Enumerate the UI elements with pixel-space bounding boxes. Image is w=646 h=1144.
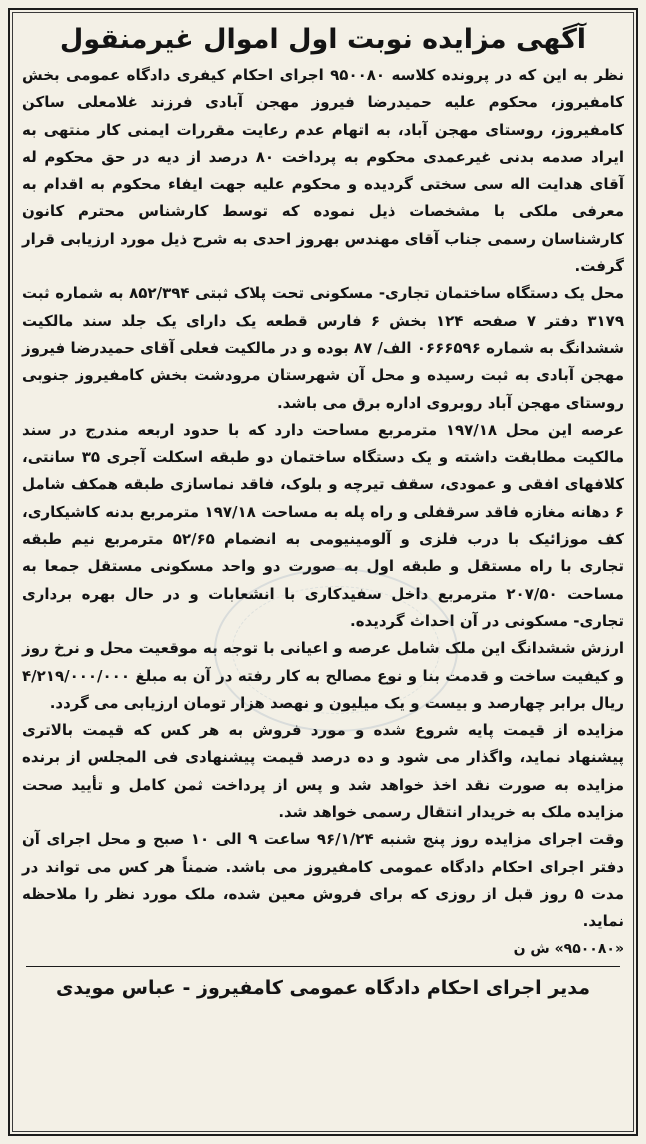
signature-line: مدیر اجرای احکام دادگاه عمومی کامفیروز - عباس مویدی bbox=[55, 976, 591, 999]
footer-divider bbox=[26, 966, 620, 967]
paragraph-valuation: ارزش ششدانگ این ملک شامل عرصه و اعیانی با توجه به موقعیت محل و نرخ روز و کیفیت ساخت و قدمت بنا و نوع مصالح به کار رفته در آن به مبلغ ۴/۲۱۹/۰۰۰/۰۰۰ ریال برابر چهارصد و بیست و یک میلیون و نهصد هزار تومان ارزیابی می گردد. bbox=[22, 639, 624, 712]
paragraph-property-location: محل یک دستگاه ساختمان تجاری- مسکونی تحت پلاک ثبتی ۸۵۲/۳۹۴ به شماره ثبت ۳۱۷۹ دفتر ۷ صفحه ۱۲۴ بخش ۶ فارس قطعه یک دارای یک جلد سند مالکیت ششدانگ به شماره ۰۶۶۶۵۹۶ الف/ ۸۷ بوده و در مالکیت فعلی آقای حمیدرضا فیروز مهجن آبادی به ثبت رسیده و محل آن شهرستان مرودشت بخش کامفیروز جنوبی روستای مهجن آباد روبروی اداره برق می باشد. bbox=[22, 284, 624, 412]
reference-number: «۹۵۰۰۸۰» ش ن bbox=[513, 940, 624, 957]
notice-title: آگهی مزایده نوبت اول اموال غیرمنقول bbox=[59, 24, 587, 55]
paragraph-auction-terms: مزایده از قیمت پایه شروع شده و مورد فروش به هر کس که قیمت بالاتری پیشنهاد نماید، واگذار می شود و ده درصد قیمت پیشنهادی فی المجلس از برنده مزایده به صورت نقد اخذ خواهد شد و پس از پرداخت ثمن کامل و تأیید صحت مزایده ملک به خریدار انتقال رسمی خواهد شد. bbox=[22, 721, 624, 822]
paragraph-auction-time: وقت اجرای مزایده روز پنج شنبه ۹۶/۱/۲۴ ساعت ۹ الی ۱۰ صبح و محل اجرای آن دفتر اجرای احکام دادگاه عمومی کامفیروز می باشد. ضمناً هر کس می تواند در مدت ۵ روز قبل از روزی که برای فروش معین شده، ملک مورد نظر را ملاحظه نماید. bbox=[22, 830, 624, 931]
paragraph-case-intro: نظر به این که در پرونده کلاسه ۹۵۰۰۸۰ اجرای احکام کیفری دادگاه عمومی بخش کامفیروز، محکوم علیه حمیدرضا فیروز مهجن آبادی فرزند غلامعلی ساکن کامفیروز، روستای مهجن آباد، به اتهام عدم رعایت مقررات ایمنی کار منتهی به ایراد صدمه بدنی غیرعمدی محکوم به پرداخت ۸۰ درصد از دیه در حق محکوم له آقای هدایت اله سی سختی گردیده و محکوم علیه جهت ایفاء محکوم به اقدام به معرفی ملکی با مشخصات ذیل نموده که توسط کارشناس محترم کانون کارشناسان رسمی جناب آقای مهندس بهروز احدی به شرح ذیل مورد ارزیابی قرار گرفت. bbox=[22, 66, 625, 276]
paragraph-property-description: عرصه این محل ۱۹۷/۱۸ مترمربع مساحت دارد که با حدود اربعه مندرج در سند مالکیت مطابقت داشته و یک دستگاه ساختمان دو طبقه اسکلت آجری ۳۵ سانتی، کلافهای افقی و عمودی، سقف تیرچه و بلوک، فاقد نماسازی طبقه همکف شامل ۶ دهانه مغازه فاقد سرقفلی و راه پله به مساحت ۱۹۷/۱۸ مترمربع بدنه کاشیکاری، کف موزائیک با درب فلزی و آلومینیومی به انضمام ۵۲/۶۵ مترمربع نیم طبقه تجاری با راه مستقل و طبقه اول به صورت دو واحد مسکونی مستقل جمعا به مساحت ۲۰۷/۵۰ مترمربع داخل سفیدکاری با انشعابات و در حال بهره برداری تجاری- مسکونی در آن احداث گردیده. bbox=[22, 420, 624, 630]
notice-body bbox=[22, 62, 624, 962]
